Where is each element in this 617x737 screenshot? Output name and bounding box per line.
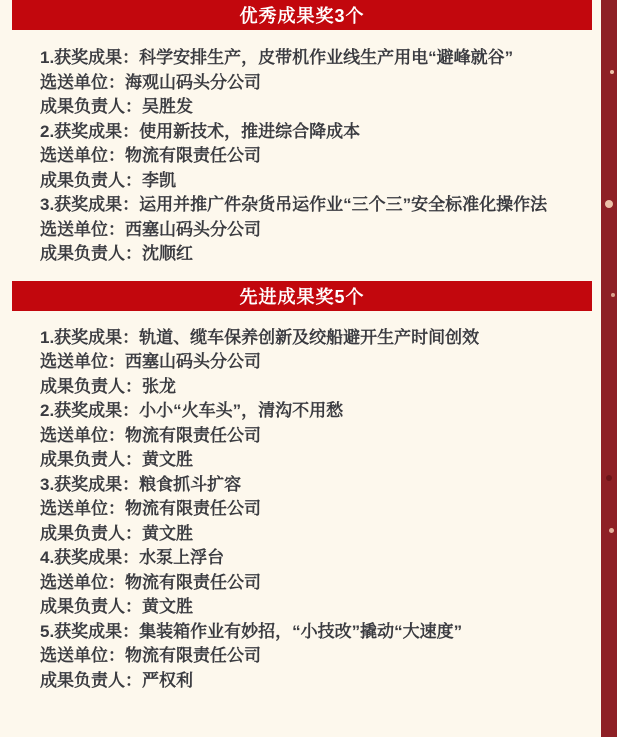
achievement-line: 2.获奖成果：使用新技术，推进综合降成本 bbox=[40, 121, 361, 141]
achievement-line: 5.获奖成果：集装箱作业有妙招，“小技改”撬动“大速度” bbox=[40, 621, 463, 641]
section-banner bbox=[12, 0, 592, 30]
right-decor-band bbox=[601, 0, 617, 737]
unit-line: 选送单位：物流有限责任公司 bbox=[40, 572, 261, 592]
section-banner bbox=[12, 281, 592, 311]
unit-line: 选送单位：物流有限责任公司 bbox=[40, 425, 261, 445]
section-advanced-awards bbox=[0, 281, 617, 694]
leader-line: 成果负责人：张龙 bbox=[40, 376, 176, 396]
leader-line: 成果负责人：李凯 bbox=[40, 170, 176, 190]
leader-line: 成果负责人：沈顺红 bbox=[40, 244, 193, 263]
confetti-dot bbox=[611, 293, 615, 297]
leader-line: 成果负责人：黄文胜 bbox=[40, 450, 193, 469]
unit-line: 选送单位：物流有限责任公司 bbox=[40, 499, 261, 518]
unit-line: 选送单位：物流有限责任公司 bbox=[40, 646, 261, 665]
section-title: 先进成果奖5个 bbox=[239, 286, 365, 307]
section-excellent-awards bbox=[0, 0, 617, 267]
section-entry-list bbox=[40, 30, 587, 267]
leader-line: 成果负责人：吴胜发 bbox=[40, 97, 193, 116]
confetti-dot bbox=[606, 475, 612, 481]
achievement-line: 1.获奖成果：科学安排生产，皮带机作业线生产用电“避峰就谷” bbox=[40, 48, 514, 67]
unit-line: 选送单位：西塞山码头分公司 bbox=[40, 352, 261, 371]
section-entry-list bbox=[40, 311, 587, 694]
achievement-line: 4.获奖成果：水泵上浮台 bbox=[40, 548, 225, 567]
leader-line: 成果负责人：黄文胜 bbox=[40, 523, 193, 543]
confetti-dot bbox=[605, 200, 613, 208]
achievement-line: 2.获奖成果：小小“火车头”，清沟不用愁 bbox=[40, 401, 344, 420]
achievement-line: 1.获奖成果：轨道、缆车保养创新及绞船避开生产时间创效 bbox=[40, 327, 480, 347]
unit-line: 选送单位：海观山码头分公司 bbox=[40, 72, 261, 92]
confetti-dot bbox=[610, 70, 614, 74]
achievement-line: 3.获奖成果：粮食抓斗扩容 bbox=[40, 474, 242, 494]
confetti-dot bbox=[609, 528, 614, 533]
achievement-line: 3.获奖成果：运用并推广件杂货吊运作业“三个三”安全标准化操作法 bbox=[40, 195, 548, 214]
leader-line: 成果负责人：黄文胜 bbox=[40, 597, 193, 616]
section-title: 优秀成果奖3个 bbox=[239, 6, 365, 26]
leader-line: 成果负责人：严权利 bbox=[40, 670, 193, 690]
unit-line: 选送单位：物流有限责任公司 bbox=[40, 146, 261, 165]
unit-line: 选送单位：西塞山码头分公司 bbox=[40, 219, 261, 239]
